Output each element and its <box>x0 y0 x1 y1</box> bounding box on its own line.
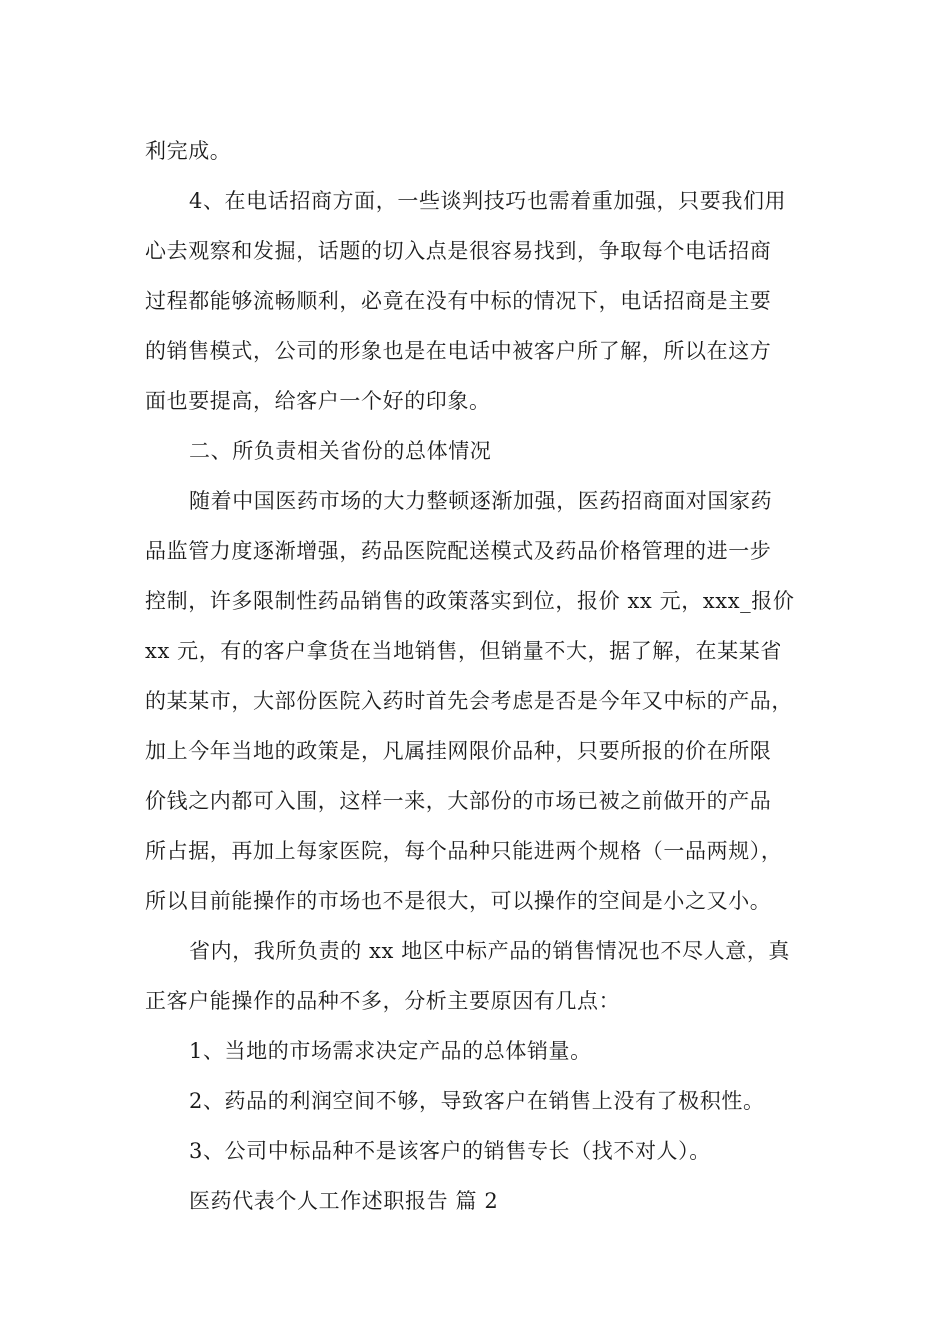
text-line: 过程都能够流畅顺利，必竟在没有中标的情况下，电话招商是主要 <box>145 289 772 313</box>
text-line: 4、在电话招商方面，一些谈判技巧也需着重加强，只要我们用 <box>189 189 787 213</box>
section-title: 医药代表个人工作述职报告 篇 2 <box>189 1189 499 1213</box>
list-item: 1、当地的市场需求决定产品的总体销量。 <box>189 1039 592 1063</box>
text-line: 正客户能操作的品种不多，分析主要原因有几点： <box>145 989 621 1013</box>
list-item: 2、药品的利润空间不够，导致客户在销售上没有了极积性。 <box>189 1089 765 1113</box>
text-line: xx 元，有的客户拿货在当地销售，但销量不大，据了解，在某某省 <box>145 639 782 663</box>
text-line: 随着中国医药市场的大力整顿逐渐加强，医药招商面对国家药 <box>189 489 773 513</box>
text-line: 面也要提高，给客户一个好的印象。 <box>145 389 491 413</box>
text-line: 利完成。 <box>145 139 232 163</box>
text-line: 价钱之内都可入围，这样一来，大部份的市场已被之前做开的产品 <box>145 789 772 813</box>
text-line: 心去观察和发掘，话题的切入点是很容易找到，争取每个电话招商 <box>145 239 772 263</box>
text-line: 所占据，再加上每家医院，每个品种只能进两个规格（一品两规）， <box>145 839 783 863</box>
text-line: 控制，许多限制性药品销售的政策落实到位，报价 xx 元，xxx_报价 <box>145 589 795 613</box>
text-line: 的某某市，大部份医院入药时首先会考虑是否是今年又中标的产品， <box>145 689 793 713</box>
text-line: 所以目前能操作的市场也不是很大，可以操作的空间是小之又小。 <box>145 889 772 913</box>
list-item: 3、公司中标品种不是该客户的销售专长（找不对人）。 <box>189 1139 711 1163</box>
text-line: 加上今年当地的政策是，凡属挂网限价品种，只要所报的价在所限 <box>145 739 772 763</box>
text-line: 的销售模式，公司的形象也是在电话中被客户所了解，所以在这方 <box>145 339 772 363</box>
text-line: 省内，我所负责的 xx 地区中标产品的销售情况也不尽人意，真 <box>189 939 791 963</box>
section-heading: 二、所负责相关省份的总体情况 <box>189 439 492 463</box>
text-line: 品监管力度逐渐增强，药品医院配送模式及药品价格管理的进一步 <box>145 539 772 563</box>
